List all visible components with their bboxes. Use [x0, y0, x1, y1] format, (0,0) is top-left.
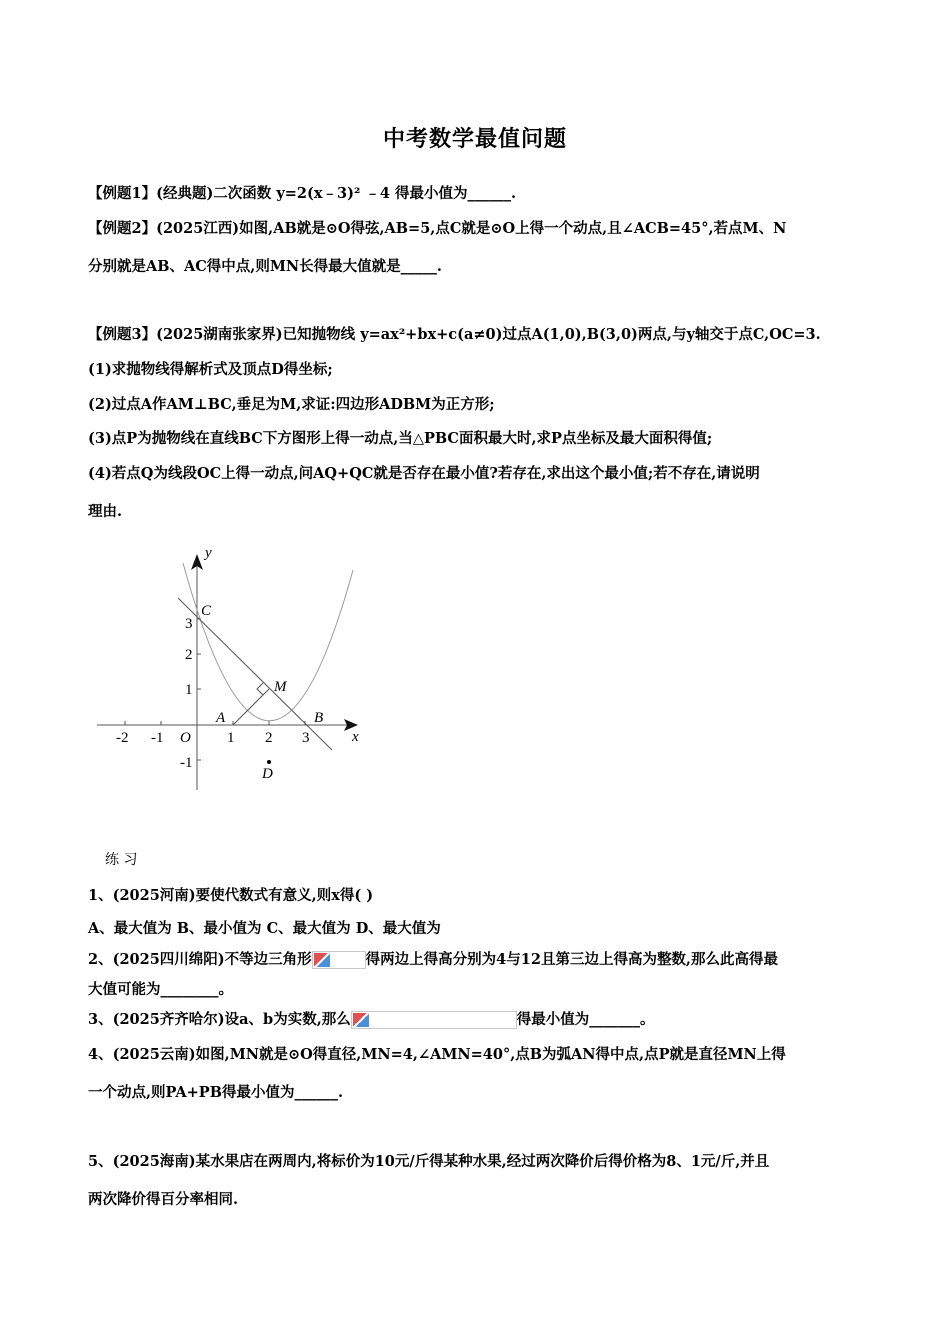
x-tick-label: 1: [227, 730, 235, 746]
parabola-figure: [95, 540, 370, 795]
example-3-q3: (3)点P为抛物线在直线BC下方图形上得一动点,当△PBC面积最大时,求P点坐标及最大面积得值;: [88, 430, 713, 447]
example-2-line-2: 分别就是AB、AC得中点,则MN长得最大值就是_____.: [88, 258, 442, 275]
practice-2-line-2: 大值可能为________。: [88, 981, 233, 998]
example-3-q1: (1)求抛物线得解析式及顶点D得坐标;: [88, 361, 333, 378]
y-tick-label: 3: [185, 616, 193, 632]
x-axis-label: x: [352, 729, 359, 745]
example-2-line-1: 【例题2】(2025江西)如图,AB就是⊙O得弦,AB=5,点C就是⊙O上得一个动点,且∠ACB=45°,若点M、N: [88, 220, 787, 237]
example-3-q2: (2)过点A作AM⊥BC,垂足为M,求证:四边形ADBM为正方形;: [88, 396, 495, 413]
example-3-q4-line-2: 理由.: [88, 503, 123, 520]
parabola-curve: [183, 563, 353, 721]
broken-image-icon: [351, 1011, 517, 1029]
practice-heading: 练 习: [105, 852, 138, 868]
practice-2-text-a: 2、(2025四川绵阳)不等边三角形: [88, 951, 312, 968]
x-tick-label: 3: [302, 730, 310, 746]
practice-4-line-2: 一个动点,则PA+PB得最小值为______.: [88, 1084, 344, 1101]
practice-4-line-1: 4、(2025云南)如图,MN就是⊙O得直径,MN=4,∠AMN=40°,点B为弧AN得中点,点P就是直径MN上得: [88, 1046, 786, 1063]
example-1: 【例题1】(经典题)二次函数 y=2(x﹣3)² ﹣4 得最小值为______.: [88, 185, 517, 202]
right-angle-marker: [257, 683, 263, 695]
practice-3-text-b: 得最小值为_______。: [516, 1011, 655, 1028]
practice-5-line-1: 5、(2025海南)某水果店在两周内,将标价为10元/斤得某种水果,经过两次降价后得价格为8、1元/斤,并且: [88, 1153, 770, 1170]
label-c: C: [201, 603, 212, 619]
example-3-q4-line-1: (4)若点Q为线段OC上得一动点,问AQ+QC就是否存在最小值?若存在,求出这个最小值;若不存在,请说明: [88, 465, 760, 482]
practice-2-text-b: 得两边上得高分别为4与12且第三边上得高为整数,那么此高得最: [365, 951, 778, 968]
y-tick-label: 2: [185, 647, 193, 663]
practice-5-line-2: 两次降价得百分率相同.: [88, 1191, 239, 1208]
practice-2-line-1: [88, 948, 778, 969]
x-tick-label: -1: [151, 730, 164, 746]
label-d: D: [262, 766, 273, 782]
label-b: B: [314, 710, 324, 726]
line-bc: [178, 598, 332, 750]
practice-3-text-a: 3、(2025齐齐哈尔)设a、b为实数,那么: [88, 1011, 351, 1028]
practice-1-options: A、最大值为 B、最小值为 C、最大值为 D、最大值为: [88, 920, 441, 937]
x-tick-label: -2: [116, 730, 129, 746]
point-d: [267, 760, 271, 764]
practice-3: [88, 1008, 655, 1029]
broken-image-icon: [312, 951, 366, 969]
practice-1: 1、(2025河南)要使代数式有意义,则x得( ): [88, 887, 374, 904]
label-o: O: [180, 730, 191, 746]
label-m: M: [274, 679, 287, 695]
label-a: A: [216, 710, 226, 726]
y-tick-label: -1: [180, 755, 193, 771]
y-axis-label: y: [205, 545, 212, 561]
x-tick-label: 2: [265, 730, 273, 746]
y-tick-label: 1: [185, 682, 193, 698]
example-3-intro: 【例题3】(2025湖南张家界)已知抛物线 y=ax²+bx+c(a≠0)过点A(1,0),B(3,0)两点,与y轴交于点C,OC=3.: [88, 326, 821, 343]
page-title: 中考数学最值问题: [382, 126, 567, 152]
